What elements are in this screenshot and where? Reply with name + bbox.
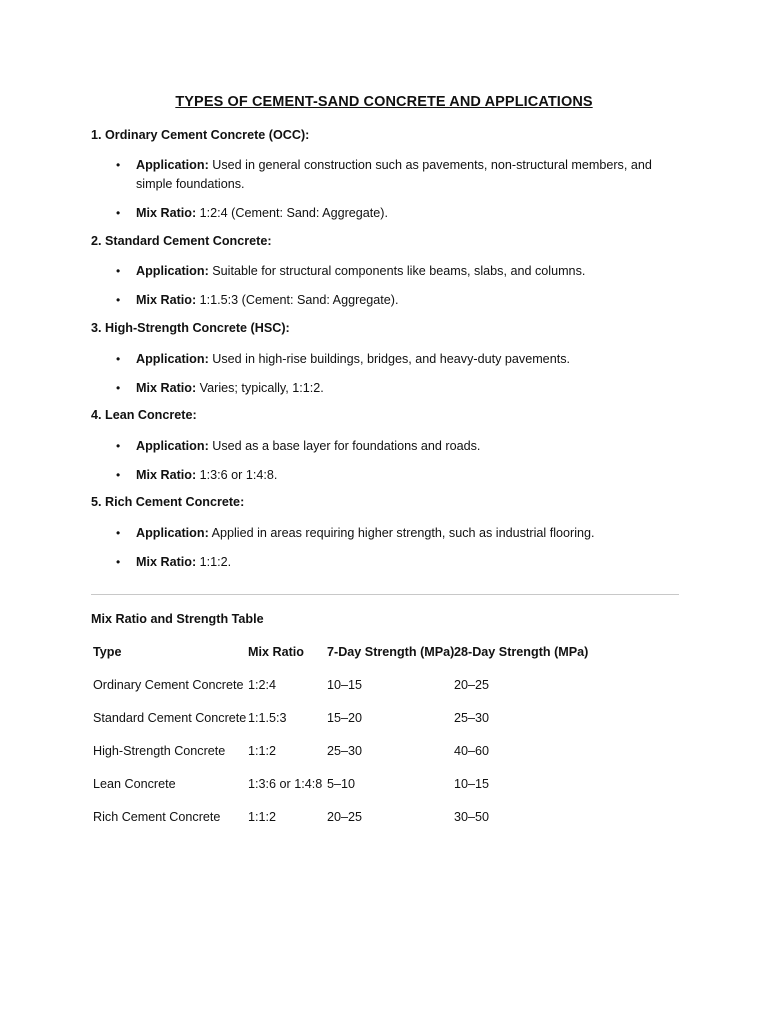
bullet-dot: • [116,264,121,278]
table-cell-7-day: 5–10 [327,777,356,791]
bullet-dot: • [116,555,121,569]
bullet-dot: • [116,158,121,172]
mix-ratio-text: 1:1.5:3 (Cement: Sand: Aggregate). [196,293,399,307]
table-cell-type: High-Strength Concrete [93,744,226,758]
table-cell-28-day: 10–15 [454,777,490,791]
bullet-dot: • [116,206,121,220]
application-label: Application: [136,526,209,540]
application-text: Used as a base layer for foundations and roads. [208,439,481,453]
application-text: Suitable for structural components like beams, slabs, and columns. [208,264,586,278]
section-heading-occ: 1. Ordinary Cement Concrete (OCC): [91,128,310,142]
mix-ratio-label: Mix Ratio: [136,468,197,482]
table-header-28-day-strength: 28-Day Strength (MPa) [454,645,589,659]
bullet-dot: • [116,352,121,366]
bullet-application-rich [116,524,676,543]
table-cell-7-day: 25–30 [327,744,363,758]
application-label: Application: [136,352,209,366]
bullet-mix-ratio-standard [116,291,676,310]
table-cell-type: Ordinary Cement Concrete [93,678,244,692]
mix-ratio-label: Mix Ratio: [136,206,197,220]
table-cell-28-day: 40–60 [454,744,490,758]
mix-ratio-label: Mix Ratio: [136,293,197,307]
table-cell-7-day: 15–20 [327,711,363,725]
bullet-dot: • [116,381,121,395]
table-cell-mix-ratio: 1:2:4 [248,678,277,692]
bullet-mix-ratio-occ [116,204,676,223]
section-heading-lean: 4. Lean Concrete: [91,408,197,422]
table-header-type: Type [93,645,122,659]
document-title: TYPES OF CEMENT-SAND CONCRETE AND APPLICATIONS [175,94,593,110]
table-cell-7-day: 20–25 [327,810,363,824]
table-header-7-day-strength: 7-Day Strength (MPa) [327,645,455,659]
table-cell-mix-ratio: 1:1:2 [248,744,277,758]
table-cell-mix-ratio: 1:1:2 [248,810,277,824]
bullet-dot: • [116,293,121,307]
table-cell-28-day: 30–50 [454,810,490,824]
application-text: Used in high-rise buildings, bridges, and heavy-duty pavements. [208,352,570,366]
bullet-dot: • [116,468,121,482]
section-heading-hsc: 3. High-Strength Concrete (HSC): [91,321,290,335]
mix-ratio-text: 1:3:6 or 1:4:8. [196,468,278,482]
table-cell-type: Standard Cement Concrete [93,711,247,725]
table-cell-type: Lean Concrete [93,777,176,791]
bullet-dot: • [116,439,121,453]
table-cell-mix-ratio: 1:1.5:3 [248,711,287,725]
bullet-mix-ratio-lean [116,466,676,485]
table-cell-28-day: 25–30 [454,711,490,725]
bullet-application-occ [116,156,676,194]
table-header-mix-ratio: Mix Ratio [248,645,304,659]
table-title: Mix Ratio and Strength Table [91,612,264,626]
bullet-application-hsc [116,350,676,369]
mix-ratio-text: 1:2:4 (Cement: Sand: Aggregate). [196,206,388,220]
mix-ratio-label: Mix Ratio: [136,381,197,395]
mix-ratio-label: Mix Ratio: [136,555,197,569]
table-cell-28-day: 20–25 [454,678,490,692]
section-heading-rich: 5. Rich Cement Concrete: [91,495,245,509]
table-cell-mix-ratio: 1:3:6 or 1:4:8 [248,777,323,791]
application-label: Application: [136,158,209,172]
horizontal-divider [91,594,679,595]
application-label: Application: [136,264,209,278]
table-cell-7-day: 10–15 [327,678,363,692]
bullet-dot: • [116,526,121,540]
bullet-application-lean [116,437,676,456]
table-cell-type: Rich Cement Concrete [93,810,221,824]
bullet-mix-ratio-rich [116,553,676,572]
bullet-application-standard [116,262,676,281]
application-text: Applied in areas requiring higher strength, such as industrial flooring. [208,526,595,540]
mix-ratio-text: Varies; typically, 1:1:2. [196,381,324,395]
application-text: Used in general construction such as pavements, non-structural members, and simple foundations. [136,158,652,191]
mix-ratio-text: 1:1:2. [196,555,232,569]
bullet-mix-ratio-hsc [116,379,676,398]
application-label: Application: [136,439,209,453]
section-heading-standard: 2. Standard Cement Concrete: [91,234,272,248]
